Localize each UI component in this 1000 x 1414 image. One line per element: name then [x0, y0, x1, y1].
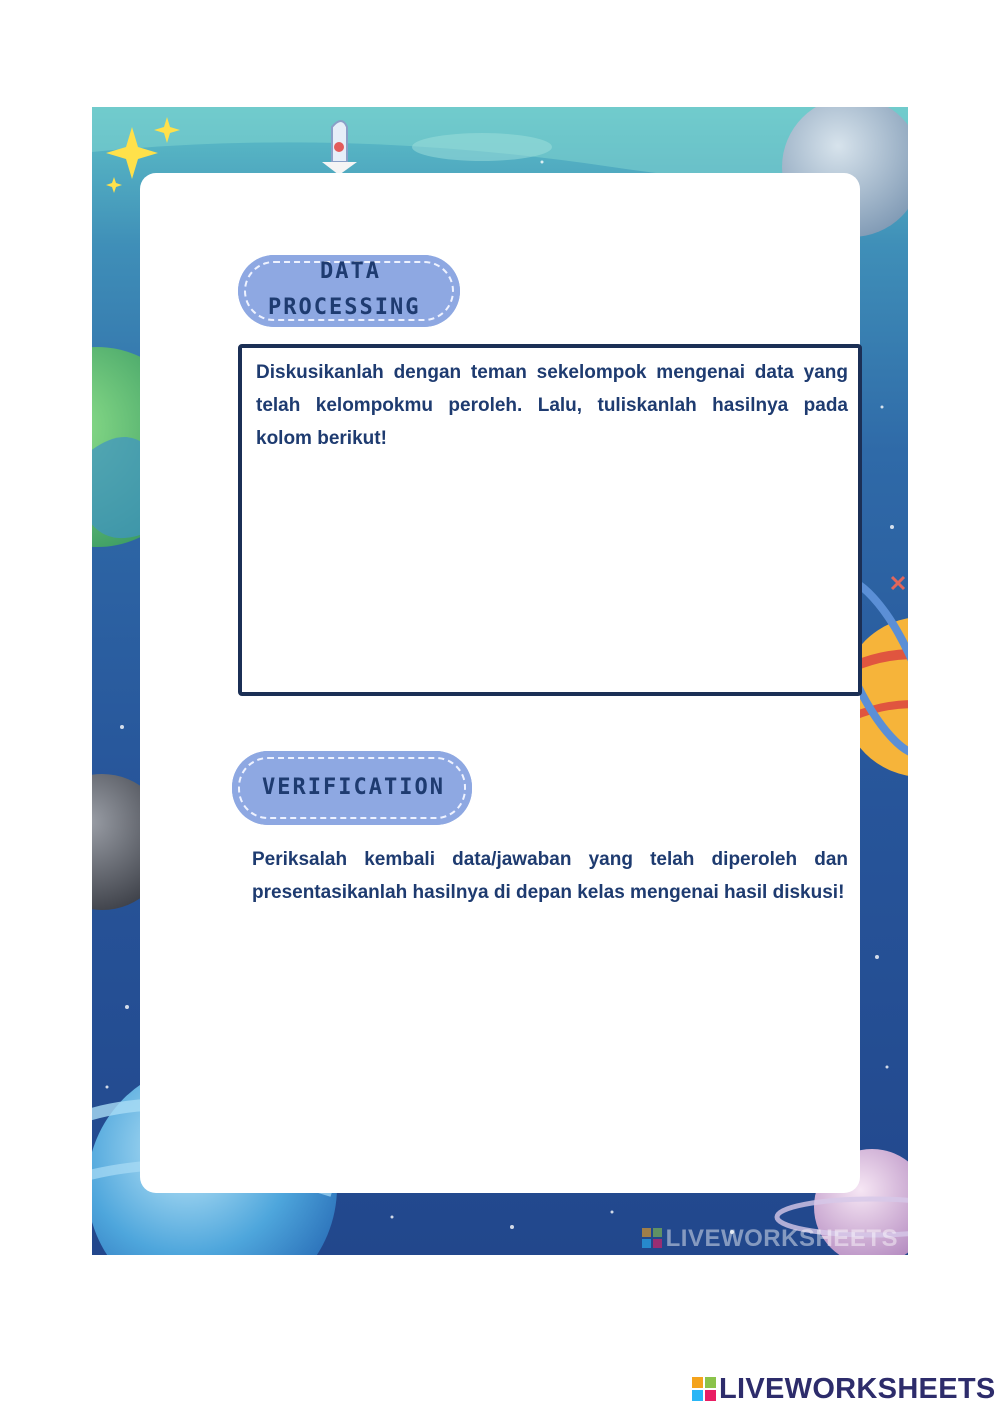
verification-heading: VERIFICATION	[262, 775, 445, 800]
data-processing-answer-box[interactable]	[238, 344, 862, 696]
liveworksheets-footer-brand[interactable]	[692, 1373, 996, 1406]
cloud-shape	[412, 133, 552, 161]
worksheet-page	[92, 107, 908, 1255]
data-processing-heading-line1: DATA	[320, 259, 381, 284]
worksheet-card	[140, 173, 860, 1193]
liveworksheets-logo-icon	[692, 1377, 716, 1401]
verification-instruction: Periksalah kembali data/jawaban yang telah diperoleh dan presentasikanlah hasilnya di depan kelas mengenai hasil diskusi!	[252, 849, 848, 903]
data-processing-heading-line2: PROCESSING	[268, 295, 421, 320]
data-processing-instruction: Diskusikanlah dengan teman sekelompok mengenai data yang telah kelompokmu peroleh. Lalu, tuliskanlah hasilnya pada kolom berikut!	[256, 362, 848, 449]
liveworksheets-logo-icon	[642, 1228, 662, 1248]
watermark-text: LIVEWORKSHEETS	[665, 1225, 898, 1252]
footer-brand-text: LIVEWORKSHEETS	[719, 1373, 996, 1405]
liveworksheets-watermark	[642, 1225, 898, 1253]
